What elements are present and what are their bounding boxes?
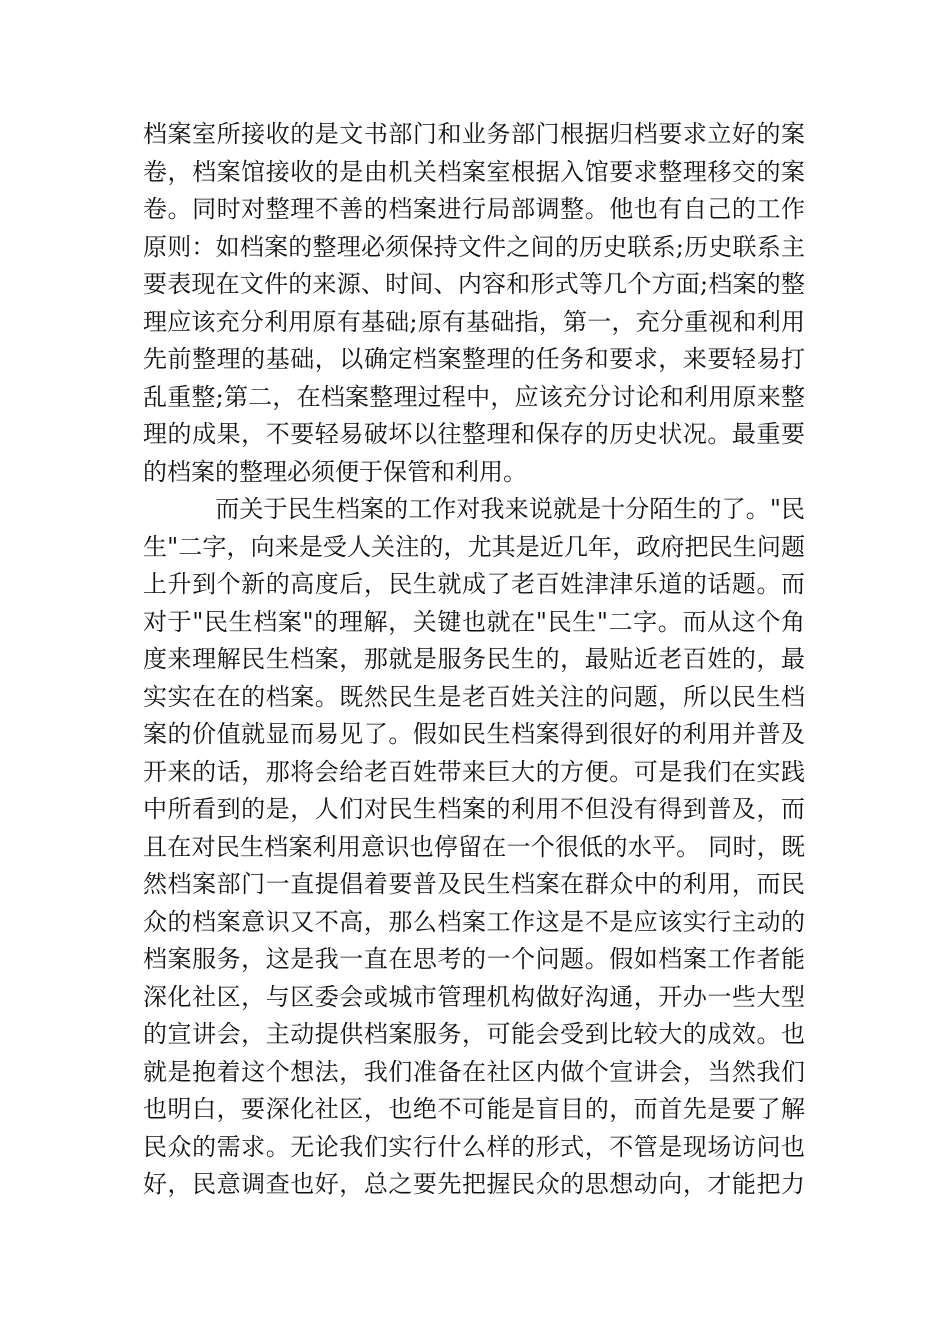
text-line: 深化社区，与区委会或城市管理机构做好沟通，开办一些大型: [143, 982, 805, 1011]
text-line: 就是抱着这个想法，我们准备在社区内做个宣讲会，当然我们: [143, 1057, 805, 1086]
text-line: 而关于民生档案的工作对我来说就是十分陌生的了。"民: [143, 495, 805, 523]
text-line: 中所看到的是，人们对民生档案的利用不但没有得到普及，而: [143, 795, 805, 823]
text-line: 生"二字，向来是受人关注的，尤其是近几年，政府把民生问题: [143, 532, 805, 561]
text-line: 且在对民生档案利用意识也停留在一个很低的水平。 同时，既: [143, 832, 805, 861]
text-line: 先前整理的基础，以确定档案整理的任务和要求，来要轻易打: [143, 345, 805, 373]
text-line: 的档案的整理必须便于保管和利用。: [143, 457, 527, 486]
text-line: 卷，档案馆接收的是由机关档案室根据入馆要求整理移交的案: [143, 157, 805, 186]
text-line: 案的价值就显而易见了。假如民生档案得到很好的利用并普及: [143, 720, 805, 748]
text-line: 对于"民生档案"的理解，关键也就在"民生"二字。而从这个角: [143, 607, 805, 636]
paragraph: [143, 491, 805, 1204]
text-line: 要表现在文件的来源、时间、内容和形式等几个方面;档案的整: [143, 270, 805, 298]
text-line: 民众的需求。无论我们实行什么样的形式，不管是现场访问也: [143, 1132, 805, 1161]
text-line: 上升到个新的高度后，民生就成了老百姓津津乐道的话题。而: [143, 570, 805, 598]
text-line: 也明白，要深化社区，也绝不可能是盲目的，而首先是要了解: [143, 1095, 805, 1123]
text-line: 卷。同时对整理不善的档案进行局部调整。他也有自己的工作: [143, 195, 805, 223]
text-line: 度来理解民生档案，那就是服务民生的，最贴近老百姓的，最: [143, 645, 805, 673]
text-line: 实实在在的档案。既然民生是老百姓关注的问题，所以民生档: [143, 682, 805, 711]
document-body: [143, 116, 805, 1204]
text-line: 乱重整;第二，在档案整理过程中，应该充分讨论和利用原来整: [143, 382, 805, 411]
text-line: 档案室所接收的是文书部门和业务部门根据归档要求立好的案: [143, 120, 805, 148]
text-line: 理的成果，不要轻易破坏以往整理和保存的历史状况。最重要: [143, 420, 805, 448]
text-line: 的宣讲会，主动提供档案服务，可能会受到比较大的成效。也: [143, 1020, 805, 1048]
text-line: 开来的话，那将会给老百姓带来巨大的方便。可是我们在实践: [143, 757, 805, 786]
paragraph: [143, 116, 805, 491]
text-line: 理应该充分利用原有基础;原有基础指，第一，充分重视和利用: [143, 307, 805, 336]
text-line: 好，民意调查也好，总之要先把握民众的思想动向，才能把力: [143, 1170, 805, 1198]
text-line: 众的档案意识又不高，那么档案工作这是不是应该实行主动的: [143, 907, 805, 936]
text-line: 档案服务，这是我一直在思考的一个问题。假如档案工作者能: [143, 945, 805, 973]
text-line: 原则：如档案的整理必须保持文件之间的历史联系;历史联系主: [143, 232, 805, 261]
text-line: 然档案部门一直提倡着要普及民生档案在群众中的利用，而民: [143, 870, 805, 898]
